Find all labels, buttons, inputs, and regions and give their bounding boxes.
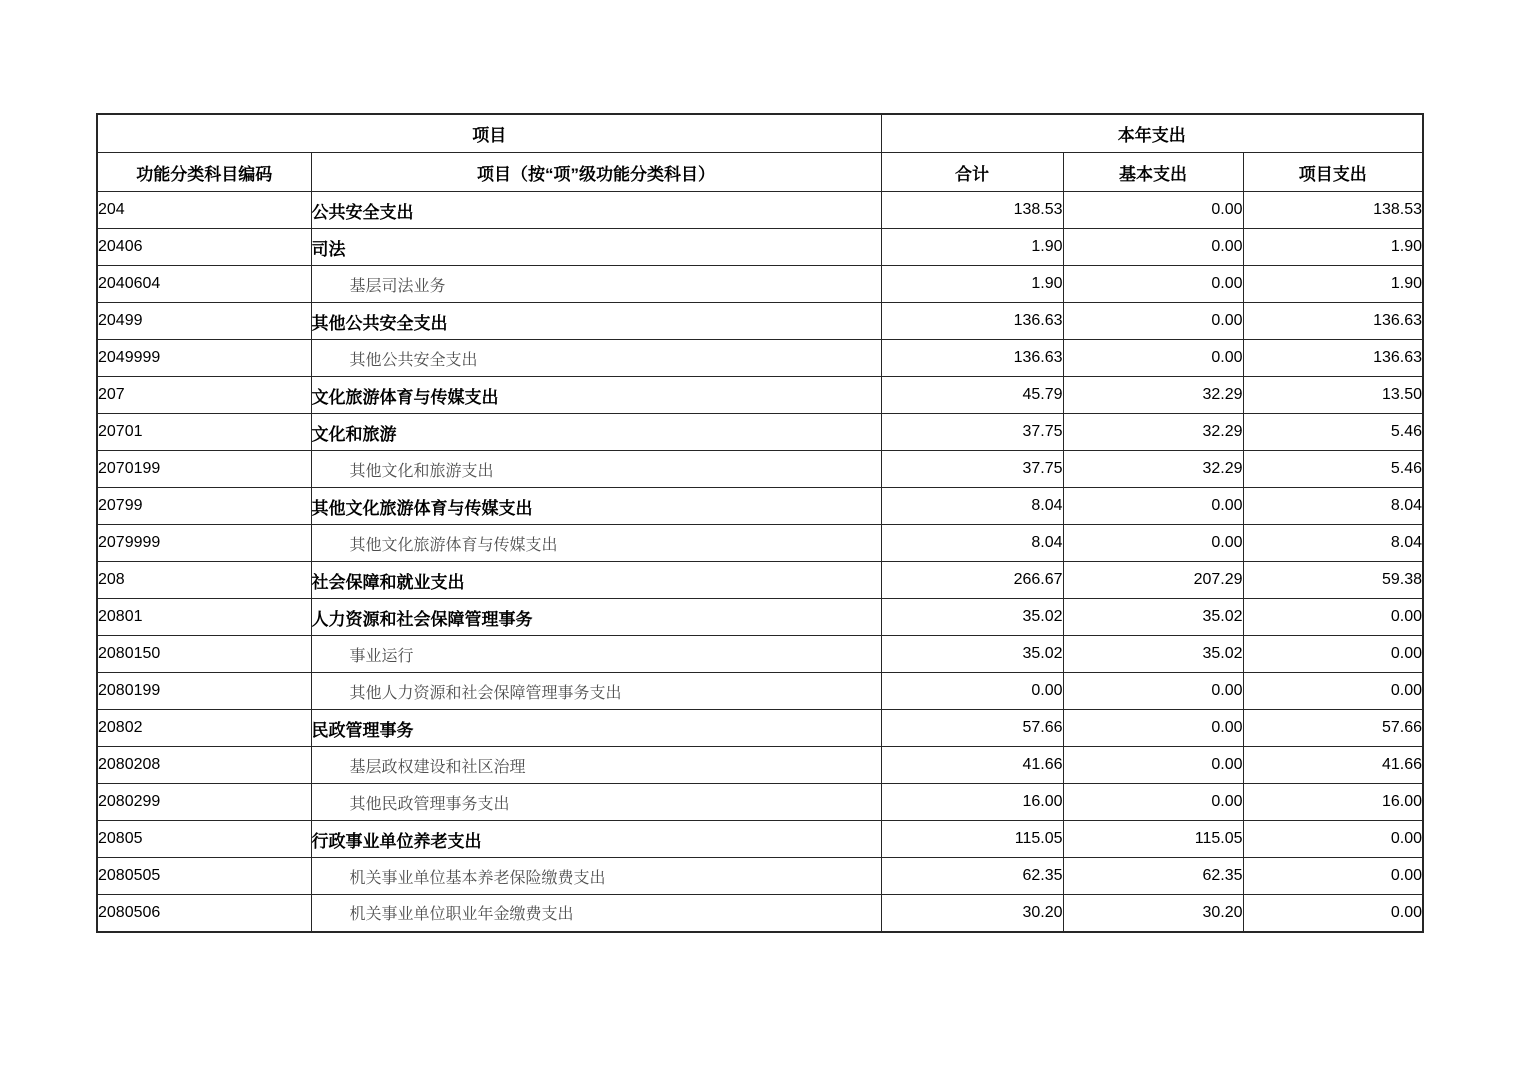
function-code-cell: 2080505 — [97, 858, 311, 895]
function-code-cell: 207 — [97, 377, 311, 414]
project-expenditure-cell: 0.00 — [1243, 599, 1423, 636]
basic-expenditure-cell: 207.29 — [1063, 562, 1243, 599]
table-row — [97, 599, 1423, 636]
project-expenditure-cell: 1.90 — [1243, 266, 1423, 303]
table-row — [97, 229, 1423, 266]
total-cell: 37.75 — [881, 451, 1063, 488]
project-expenditure-cell: 13.50 — [1243, 377, 1423, 414]
basic-expenditure-cell: 35.02 — [1063, 636, 1243, 673]
function-code-cell: 2080208 — [97, 747, 311, 784]
header-project-group: 项目 — [97, 114, 881, 153]
basic-expenditure-cell: 35.02 — [1063, 599, 1243, 636]
header-group-row — [97, 114, 1423, 153]
table-row — [97, 895, 1423, 932]
function-code-cell: 20406 — [97, 229, 311, 266]
total-cell: 138.53 — [881, 192, 1063, 229]
table-row — [97, 192, 1423, 229]
item-name-cell: 人力资源和社会保障管理事务 — [311, 599, 881, 636]
project-expenditure-cell: 138.53 — [1243, 192, 1423, 229]
total-cell: 35.02 — [881, 636, 1063, 673]
basic-expenditure-cell: 30.20 — [1063, 895, 1243, 932]
project-expenditure-cell: 57.66 — [1243, 710, 1423, 747]
total-cell: 136.63 — [881, 303, 1063, 340]
header-basic-expenditure-column: 基本支出 — [1063, 153, 1243, 192]
table-row — [97, 303, 1423, 340]
function-code-cell: 2049999 — [97, 340, 311, 377]
item-name-cell: 其他公共安全支出 — [311, 340, 881, 377]
item-name-cell: 机关事业单位基本养老保险缴费支出 — [311, 858, 881, 895]
basic-expenditure-cell: 115.05 — [1063, 821, 1243, 858]
function-code-cell: 208 — [97, 562, 311, 599]
item-name-cell: 文化旅游体育与传媒支出 — [311, 377, 881, 414]
header-function-code-column: 功能分类科目编码 — [97, 153, 311, 192]
total-cell: 1.90 — [881, 229, 1063, 266]
function-code-cell: 2080299 — [97, 784, 311, 821]
item-name-cell: 其他文化旅游体育与传媒支出 — [311, 488, 881, 525]
item-name-cell: 事业运行 — [311, 636, 881, 673]
total-cell: 37.75 — [881, 414, 1063, 451]
function-code-cell: 20499 — [97, 303, 311, 340]
total-cell: 45.79 — [881, 377, 1063, 414]
table-row — [97, 488, 1423, 525]
table-body — [97, 192, 1423, 932]
basic-expenditure-cell: 62.35 — [1063, 858, 1243, 895]
budget-table — [96, 113, 1424, 933]
basic-expenditure-cell: 0.00 — [1063, 488, 1243, 525]
project-expenditure-cell: 136.63 — [1243, 303, 1423, 340]
total-cell: 8.04 — [881, 525, 1063, 562]
function-code-cell: 20801 — [97, 599, 311, 636]
project-expenditure-cell: 0.00 — [1243, 636, 1423, 673]
project-expenditure-cell: 5.46 — [1243, 414, 1423, 451]
item-name-cell: 其他公共安全支出 — [311, 303, 881, 340]
function-code-cell: 2040604 — [97, 266, 311, 303]
function-code-cell: 20799 — [97, 488, 311, 525]
function-code-cell: 20802 — [97, 710, 311, 747]
total-cell: 41.66 — [881, 747, 1063, 784]
total-cell: 35.02 — [881, 599, 1063, 636]
total-cell: 136.63 — [881, 340, 1063, 377]
basic-expenditure-cell: 0.00 — [1063, 710, 1243, 747]
basic-expenditure-cell: 32.29 — [1063, 377, 1243, 414]
basic-expenditure-cell: 32.29 — [1063, 414, 1243, 451]
table-row — [97, 377, 1423, 414]
table-row — [97, 266, 1423, 303]
basic-expenditure-cell: 0.00 — [1063, 303, 1243, 340]
total-cell: 0.00 — [881, 673, 1063, 710]
function-code-cell: 2080199 — [97, 673, 311, 710]
item-name-cell: 其他人力资源和社会保障管理事务支出 — [311, 673, 881, 710]
header-columns-row — [97, 153, 1423, 192]
table-row — [97, 710, 1423, 747]
total-cell: 16.00 — [881, 784, 1063, 821]
basic-expenditure-cell: 0.00 — [1063, 229, 1243, 266]
total-cell: 30.20 — [881, 895, 1063, 932]
project-expenditure-cell: 0.00 — [1243, 858, 1423, 895]
function-code-cell: 2080150 — [97, 636, 311, 673]
total-cell: 62.35 — [881, 858, 1063, 895]
function-code-cell: 2079999 — [97, 525, 311, 562]
table-row — [97, 673, 1423, 710]
function-code-cell: 204 — [97, 192, 311, 229]
project-expenditure-cell: 5.46 — [1243, 451, 1423, 488]
project-expenditure-cell: 1.90 — [1243, 229, 1423, 266]
item-name-cell: 文化和旅游 — [311, 414, 881, 451]
table-row — [97, 414, 1423, 451]
item-name-cell: 社会保障和就业支出 — [311, 562, 881, 599]
header-project-expenditure-column: 项目支出 — [1243, 153, 1423, 192]
item-name-cell: 机关事业单位职业年金缴费支出 — [311, 895, 881, 932]
basic-expenditure-cell: 32.29 — [1063, 451, 1243, 488]
item-name-cell: 民政管理事务 — [311, 710, 881, 747]
basic-expenditure-cell: 0.00 — [1063, 192, 1243, 229]
project-expenditure-cell: 136.63 — [1243, 340, 1423, 377]
basic-expenditure-cell: 0.00 — [1063, 525, 1243, 562]
function-code-cell: 2070199 — [97, 451, 311, 488]
project-expenditure-cell: 59.38 — [1243, 562, 1423, 599]
project-expenditure-cell: 16.00 — [1243, 784, 1423, 821]
table-row — [97, 451, 1423, 488]
project-expenditure-cell: 0.00 — [1243, 821, 1423, 858]
table-row — [97, 821, 1423, 858]
header-item-name-column: 项目（按“项”级功能分类科目） — [311, 153, 881, 192]
project-expenditure-cell: 0.00 — [1243, 895, 1423, 932]
item-name-cell: 行政事业单位养老支出 — [311, 821, 881, 858]
basic-expenditure-cell: 0.00 — [1063, 747, 1243, 784]
item-name-cell: 基层司法业务 — [311, 266, 881, 303]
item-name-cell: 基层政权建设和社区治理 — [311, 747, 881, 784]
total-cell: 8.04 — [881, 488, 1063, 525]
table-row — [97, 525, 1423, 562]
table-row — [97, 340, 1423, 377]
function-code-cell: 20805 — [97, 821, 311, 858]
total-cell: 266.67 — [881, 562, 1063, 599]
basic-expenditure-cell: 0.00 — [1063, 266, 1243, 303]
basic-expenditure-cell: 0.00 — [1063, 673, 1243, 710]
header-total-column: 合计 — [881, 153, 1063, 192]
total-cell: 57.66 — [881, 710, 1063, 747]
table-row — [97, 636, 1423, 673]
project-expenditure-cell: 0.00 — [1243, 673, 1423, 710]
item-name-cell: 司法 — [311, 229, 881, 266]
table-row — [97, 784, 1423, 821]
total-cell: 1.90 — [881, 266, 1063, 303]
table-row — [97, 747, 1423, 784]
total-cell: 115.05 — [881, 821, 1063, 858]
function-code-cell: 20701 — [97, 414, 311, 451]
project-expenditure-cell: 41.66 — [1243, 747, 1423, 784]
basic-expenditure-cell: 0.00 — [1063, 340, 1243, 377]
basic-expenditure-cell: 0.00 — [1063, 784, 1243, 821]
table-row — [97, 858, 1423, 895]
header-current-year-expenditure-group: 本年支出 — [881, 114, 1423, 153]
item-name-cell: 其他文化旅游体育与传媒支出 — [311, 525, 881, 562]
function-code-cell: 2080506 — [97, 895, 311, 932]
project-expenditure-cell: 8.04 — [1243, 488, 1423, 525]
item-name-cell: 其他文化和旅游支出 — [311, 451, 881, 488]
item-name-cell: 其他民政管理事务支出 — [311, 784, 881, 821]
item-name-cell: 公共安全支出 — [311, 192, 881, 229]
table-row — [97, 562, 1423, 599]
project-expenditure-cell: 8.04 — [1243, 525, 1423, 562]
